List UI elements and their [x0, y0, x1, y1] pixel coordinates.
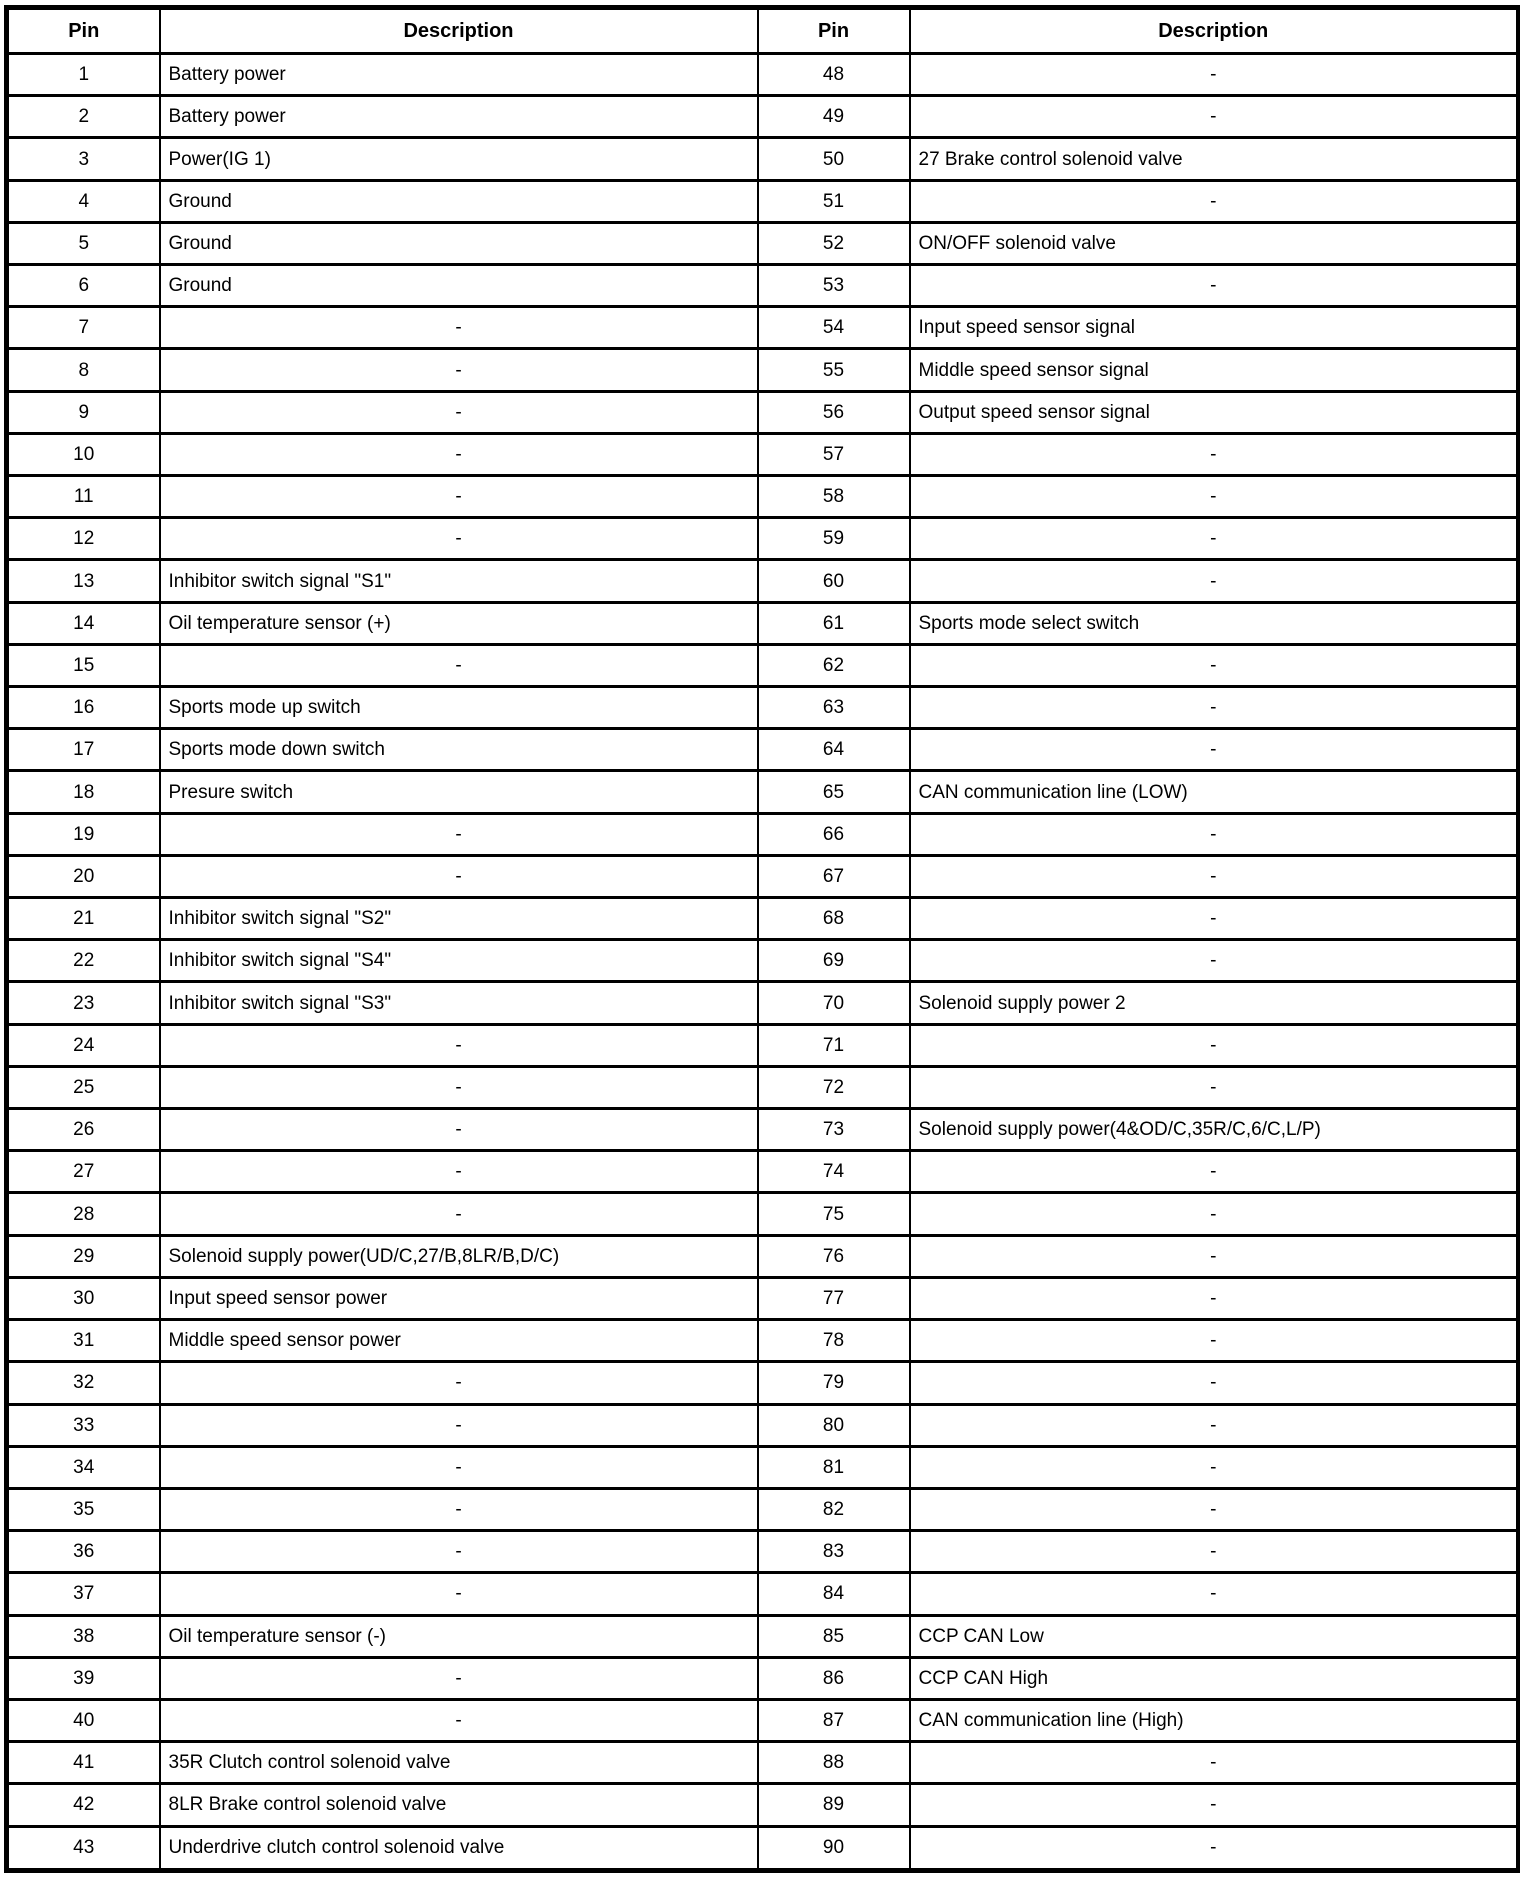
description-cell-left: - — [160, 349, 758, 391]
pin-cell-left: 43 — [7, 1826, 160, 1870]
pin-cell-left: 13 — [7, 560, 160, 602]
table-row — [7, 1531, 1519, 1573]
description-cell-right: - — [910, 1193, 1519, 1235]
pin-cell-right: 69 — [758, 940, 910, 982]
pin-cell-left: 27 — [7, 1151, 160, 1193]
pinout-table — [4, 5, 1520, 1873]
description-cell-right: - — [910, 560, 1519, 602]
description-cell-left: - — [160, 1573, 758, 1615]
pin-cell-right: 72 — [758, 1066, 910, 1108]
table-row — [7, 476, 1519, 518]
pin-cell-right: 82 — [758, 1488, 910, 1530]
description-cell-right: - — [910, 1742, 1519, 1784]
table-row — [7, 1193, 1519, 1235]
table-row — [7, 265, 1519, 307]
description-cell-left: - — [160, 855, 758, 897]
pin-cell-right: 49 — [758, 96, 910, 138]
table-body — [7, 54, 1519, 1871]
pin-cell-left: 6 — [7, 265, 160, 307]
description-cell-left: - — [160, 813, 758, 855]
pin-cell-right: 85 — [758, 1615, 910, 1657]
table-row — [7, 813, 1519, 855]
pin-cell-right: 63 — [758, 687, 910, 729]
pin-cell-left: 21 — [7, 898, 160, 940]
description-cell-left: - — [160, 1404, 758, 1446]
table-row — [7, 1573, 1519, 1615]
description-cell-left: - — [160, 433, 758, 475]
table-row — [7, 1235, 1519, 1277]
table-row — [7, 1109, 1519, 1151]
pin-cell-right: 55 — [758, 349, 910, 391]
description-cell-left: - — [160, 1699, 758, 1741]
description-cell-right: - — [910, 476, 1519, 518]
description-cell-right: 27 Brake control solenoid valve — [910, 138, 1519, 180]
pin-cell-right: 90 — [758, 1826, 910, 1870]
description-cell-left: - — [160, 1151, 758, 1193]
table-row — [7, 1024, 1519, 1066]
description-cell-left: - — [160, 1024, 758, 1066]
table-row — [7, 729, 1519, 771]
description-cell-left: Presure switch — [160, 771, 758, 813]
description-cell-left: - — [160, 1109, 758, 1151]
description-cell-left: Inhibitor switch signal "S1" — [160, 560, 758, 602]
description-cell-left: Solenoid supply power(UD/C,27/B,8LR/B,D/C) — [160, 1235, 758, 1277]
description-cell-right: Input speed sensor signal — [910, 307, 1519, 349]
pin-cell-right: 51 — [758, 180, 910, 222]
description-cell-right: - — [910, 687, 1519, 729]
table-row — [7, 180, 1519, 222]
pin-cell-right: 83 — [758, 1531, 910, 1573]
description-cell-left: - — [160, 1531, 758, 1573]
pin-cell-right: 56 — [758, 391, 910, 433]
pin-cell-right: 84 — [758, 1573, 910, 1615]
description-cell-left: Underdrive clutch control solenoid valve — [160, 1826, 758, 1870]
pin-cell-left: 23 — [7, 982, 160, 1024]
description-cell-right: - — [910, 1404, 1519, 1446]
table-row — [7, 687, 1519, 729]
description-cell-left: - — [160, 1488, 758, 1530]
pin-cell-left: 9 — [7, 391, 160, 433]
description-cell-right: - — [910, 1784, 1519, 1826]
pin-cell-left: 38 — [7, 1615, 160, 1657]
description-cell-left: Input speed sensor power — [160, 1277, 758, 1319]
table-row — [7, 1784, 1519, 1826]
table-header — [7, 8, 1519, 54]
description-cell-right: - — [910, 54, 1519, 96]
pin-cell-right: 78 — [758, 1320, 910, 1362]
pin-cell-left: 41 — [7, 1742, 160, 1784]
pin-cell-right: 65 — [758, 771, 910, 813]
pin-cell-right: 77 — [758, 1277, 910, 1319]
description-cell-right: Solenoid supply power 2 — [910, 982, 1519, 1024]
table-row — [7, 518, 1519, 560]
pin-cell-right: 58 — [758, 476, 910, 518]
description-cell-left: - — [160, 1446, 758, 1488]
description-cell-right: - — [910, 1066, 1519, 1108]
pin-cell-left: 31 — [7, 1320, 160, 1362]
table-row — [7, 898, 1519, 940]
description-cell-right: - — [910, 1573, 1519, 1615]
description-cell-right: - — [910, 433, 1519, 475]
pin-cell-left: 29 — [7, 1235, 160, 1277]
table-row — [7, 138, 1519, 180]
description-cell-right: CCP CAN Low — [910, 1615, 1519, 1657]
description-cell-right: CCP CAN High — [910, 1657, 1519, 1699]
description-cell-right: CAN communication line (LOW) — [910, 771, 1519, 813]
description-cell-left: - — [160, 1657, 758, 1699]
description-cell-right: Output speed sensor signal — [910, 391, 1519, 433]
description-cell-right: - — [910, 1826, 1519, 1870]
pin-cell-right: 68 — [758, 898, 910, 940]
pin-cell-left: 8 — [7, 349, 160, 391]
pin-cell-left: 15 — [7, 644, 160, 686]
table-row — [7, 1742, 1519, 1784]
description-cell-left: - — [160, 1193, 758, 1235]
description-cell-right: - — [910, 1277, 1519, 1319]
pin-cell-left: 39 — [7, 1657, 160, 1699]
pin-cell-right: 70 — [758, 982, 910, 1024]
description-cell-left: Middle speed sensor power — [160, 1320, 758, 1362]
table-row — [7, 1362, 1519, 1404]
table-row — [7, 54, 1519, 96]
pin-cell-right: 50 — [758, 138, 910, 180]
pin-cell-left: 32 — [7, 1362, 160, 1404]
pin-cell-right: 86 — [758, 1657, 910, 1699]
pin-cell-right: 73 — [758, 1109, 910, 1151]
table-row — [7, 1320, 1519, 1362]
description-cell-right: - — [910, 1024, 1519, 1066]
table-row — [7, 307, 1519, 349]
table-row — [7, 1446, 1519, 1488]
table-row — [7, 1826, 1519, 1870]
pin-cell-right: 54 — [758, 307, 910, 349]
description-cell-right: Solenoid supply power(4&OD/C,35R/C,6/C,L/P) — [910, 1109, 1519, 1151]
description-cell-right: - — [910, 518, 1519, 560]
pin-cell-left: 40 — [7, 1699, 160, 1741]
pin-cell-right: 75 — [758, 1193, 910, 1235]
pin-cell-right: 87 — [758, 1699, 910, 1741]
pin-cell-right: 71 — [758, 1024, 910, 1066]
description-cell-left: 35R Clutch control solenoid valve — [160, 1742, 758, 1784]
description-cell-left: Battery power — [160, 54, 758, 96]
description-cell-left: Inhibitor switch signal "S4" — [160, 940, 758, 982]
description-cell-left: - — [160, 307, 758, 349]
pin-cell-left: 19 — [7, 813, 160, 855]
pin-cell-right: 59 — [758, 518, 910, 560]
column-header-pin-left: Pin — [7, 8, 160, 54]
description-cell-right: - — [910, 1235, 1519, 1277]
pin-cell-right: 80 — [758, 1404, 910, 1446]
description-cell-right: - — [910, 1362, 1519, 1404]
pin-cell-right: 74 — [758, 1151, 910, 1193]
table-row — [7, 855, 1519, 897]
pin-cell-right: 53 — [758, 265, 910, 307]
table-row — [7, 602, 1519, 644]
pin-cell-right: 61 — [758, 602, 910, 644]
table-row — [7, 1699, 1519, 1741]
pin-cell-right: 89 — [758, 1784, 910, 1826]
description-cell-right: CAN communication line (High) — [910, 1699, 1519, 1741]
description-cell-right: - — [910, 1531, 1519, 1573]
description-cell-left: Battery power — [160, 96, 758, 138]
description-cell-left: - — [160, 1066, 758, 1108]
pin-cell-left: 22 — [7, 940, 160, 982]
pin-cell-left: 2 — [7, 96, 160, 138]
pin-cell-left: 17 — [7, 729, 160, 771]
pin-cell-left: 33 — [7, 1404, 160, 1446]
table-row — [7, 560, 1519, 602]
table-row — [7, 1404, 1519, 1446]
description-cell-right: - — [910, 940, 1519, 982]
table-row — [7, 391, 1519, 433]
table-row — [7, 96, 1519, 138]
pin-cell-left: 14 — [7, 602, 160, 644]
pin-cell-left: 34 — [7, 1446, 160, 1488]
description-cell-right: - — [910, 813, 1519, 855]
pin-cell-left: 18 — [7, 771, 160, 813]
table-row — [7, 349, 1519, 391]
table-row — [7, 433, 1519, 475]
table-row — [7, 1277, 1519, 1319]
column-header-pin-right: Pin — [758, 8, 910, 54]
pin-cell-left: 28 — [7, 1193, 160, 1235]
pin-cell-left: 4 — [7, 180, 160, 222]
description-cell-left: 8LR Brake control solenoid valve — [160, 1784, 758, 1826]
pin-cell-left: 16 — [7, 687, 160, 729]
header-row — [7, 8, 1519, 54]
pin-cell-right: 60 — [758, 560, 910, 602]
table-row — [7, 1488, 1519, 1530]
pin-cell-right: 52 — [758, 222, 910, 264]
table-row — [7, 982, 1519, 1024]
description-cell-right: - — [910, 855, 1519, 897]
pin-cell-left: 37 — [7, 1573, 160, 1615]
description-cell-left: Ground — [160, 180, 758, 222]
pin-cell-left: 35 — [7, 1488, 160, 1530]
description-cell-right: Sports mode select switch — [910, 602, 1519, 644]
table-row — [7, 644, 1519, 686]
description-cell-right: - — [910, 1320, 1519, 1362]
description-cell-left: Oil temperature sensor (-) — [160, 1615, 758, 1657]
column-header-description-left: Description — [160, 8, 758, 54]
description-cell-left: Oil temperature sensor (+) — [160, 602, 758, 644]
pin-cell-left: 12 — [7, 518, 160, 560]
table-row — [7, 1657, 1519, 1699]
pin-cell-left: 20 — [7, 855, 160, 897]
pin-cell-right: 67 — [758, 855, 910, 897]
table-row — [7, 1066, 1519, 1108]
pin-cell-left: 26 — [7, 1109, 160, 1151]
table-row — [7, 1151, 1519, 1193]
pin-cell-right: 88 — [758, 1742, 910, 1784]
description-cell-left: - — [160, 391, 758, 433]
pin-cell-right: 66 — [758, 813, 910, 855]
pin-cell-right: 81 — [758, 1446, 910, 1488]
pin-cell-left: 25 — [7, 1066, 160, 1108]
pin-cell-left: 30 — [7, 1277, 160, 1319]
pin-cell-right: 57 — [758, 433, 910, 475]
table-row — [7, 771, 1519, 813]
pin-cell-left: 42 — [7, 1784, 160, 1826]
pin-cell-left: 5 — [7, 222, 160, 264]
pin-cell-left: 11 — [7, 476, 160, 518]
column-header-description-right: Description — [910, 8, 1519, 54]
description-cell-left: Sports mode up switch — [160, 687, 758, 729]
description-cell-left: Ground — [160, 265, 758, 307]
description-cell-left: Sports mode down switch — [160, 729, 758, 771]
description-cell-left: Inhibitor switch signal "S3" — [160, 982, 758, 1024]
pin-cell-left: 3 — [7, 138, 160, 180]
description-cell-right: - — [910, 1488, 1519, 1530]
description-cell-right: - — [910, 1446, 1519, 1488]
pin-cell-right: 79 — [758, 1362, 910, 1404]
description-cell-right: - — [910, 180, 1519, 222]
description-cell-right: - — [910, 898, 1519, 940]
description-cell-left: Inhibitor switch signal "S2" — [160, 898, 758, 940]
pin-cell-left: 1 — [7, 54, 160, 96]
description-cell-left: - — [160, 476, 758, 518]
pin-cell-left: 10 — [7, 433, 160, 475]
table-row — [7, 940, 1519, 982]
description-cell-right: - — [910, 96, 1519, 138]
description-cell-left: - — [160, 644, 758, 686]
table-row — [7, 1615, 1519, 1657]
pin-cell-left: 24 — [7, 1024, 160, 1066]
description-cell-right: ON/OFF solenoid valve — [910, 222, 1519, 264]
description-cell-right: - — [910, 265, 1519, 307]
description-cell-left: Ground — [160, 222, 758, 264]
table-row — [7, 222, 1519, 264]
description-cell-left: Power(IG 1) — [160, 138, 758, 180]
description-cell-right: - — [910, 644, 1519, 686]
description-cell-right: - — [910, 1151, 1519, 1193]
pin-cell-right: 64 — [758, 729, 910, 771]
description-cell-right: - — [910, 729, 1519, 771]
description-cell-left: - — [160, 1362, 758, 1404]
pin-cell-right: 76 — [758, 1235, 910, 1277]
description-cell-right: Middle speed sensor signal — [910, 349, 1519, 391]
pin-cell-left: 36 — [7, 1531, 160, 1573]
pin-cell-right: 48 — [758, 54, 910, 96]
pin-cell-left: 7 — [7, 307, 160, 349]
pin-cell-right: 62 — [758, 644, 910, 686]
description-cell-left: - — [160, 518, 758, 560]
